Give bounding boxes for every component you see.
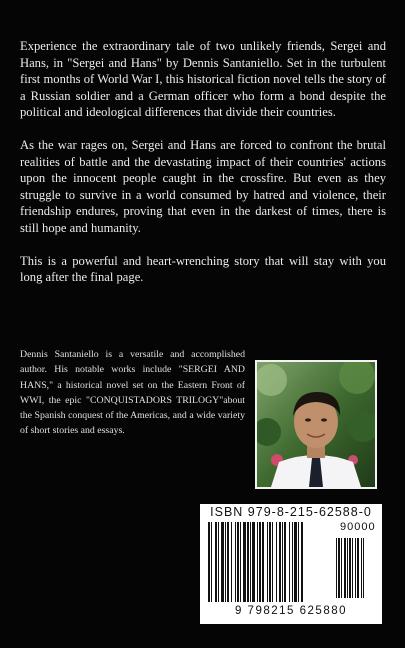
barcode-bar — [262, 522, 264, 602]
barcode-bar — [267, 522, 268, 602]
isbn-number: ISBN 979-8-215-62588-0 — [210, 505, 372, 519]
author-portrait-image — [257, 362, 375, 487]
addon-bar — [347, 538, 348, 598]
barcode-bar — [284, 522, 286, 602]
barcode-bar — [301, 522, 303, 602]
barcode-bar — [279, 522, 281, 602]
barcode-bar — [269, 522, 271, 602]
barcode-bar — [231, 522, 232, 602]
book-blurb — [20, 38, 386, 302]
barcode-bar — [289, 522, 290, 602]
price-code: 90000 — [340, 521, 376, 533]
ean-digits: 9 798215 625880 — [234, 605, 348, 617]
barcode-bar — [294, 522, 297, 602]
barcode-bar — [259, 522, 261, 602]
barcode-bar — [218, 522, 219, 602]
barcode-bar — [247, 522, 249, 602]
barcode-bar — [298, 522, 299, 602]
addon-bar — [338, 538, 340, 598]
barcode-bar — [237, 522, 239, 602]
addon-bar — [344, 538, 346, 598]
blurb-paragraph-3: This is a powerful and heart-wrenching story that will stay with you long after the final page. — [20, 253, 386, 285]
author-photo — [255, 360, 377, 489]
barcode-bar — [252, 522, 255, 602]
barcode-bar — [250, 522, 251, 602]
barcode-bar — [243, 522, 246, 602]
addon-bar — [341, 538, 342, 598]
blurb-paragraph-1: Experience the extraordinary tale of two unlikely friends, Sergei and Hans, in "Sergei and Hans" by Dennis Santaniello. Set in the turbulent first months of World War I, this historical fiction novel tells the story of a Russian soldier and a German officer who form a bond despite the political and ideological differences that divide their countries. — [20, 39, 386, 120]
addon-bar — [349, 538, 351, 598]
barcode-bar — [282, 522, 283, 602]
addon-bar — [357, 538, 359, 598]
barcode-bar — [272, 522, 273, 602]
barcode-bar — [227, 522, 229, 602]
barcode-bar — [240, 522, 241, 602]
barcode-bar — [211, 522, 212, 602]
addon-bar — [355, 538, 356, 598]
barcode-bar — [215, 522, 217, 602]
barcode-bar — [276, 522, 277, 602]
addon-bar — [363, 538, 364, 598]
addon-bar — [361, 538, 362, 598]
barcode-bar — [257, 522, 258, 602]
barcode-bar — [235, 522, 236, 602]
author-bio: Dennis Santaniello is a versatile and accomplished author. His notable works include "SERGEI AND HANS," a historical novel set on the Eastern Front of WWI, the epic "CONQUISTADORS TRILOGY"about the Spanish conquest of the Americas, and a wide variety of short stories and essays. — [20, 349, 245, 437]
barcode-bar — [292, 522, 293, 602]
barcode-bar — [221, 522, 224, 602]
barcode-bar — [225, 522, 226, 602]
addon-bar — [352, 538, 353, 598]
barcode-label — [200, 504, 382, 624]
addon-bar — [336, 538, 337, 598]
blurb-paragraph-2: As the war rages on, Sergei and Hans are forced to confront the brutal realities of battle and the devastating impact of their countries' actions upon the innocent people caught in the crossfire. But even as they struggle to survive in a world consumed by hatred and violence, their friendship endures, proving that even in the darkest of times, there is still hope and humanity. — [20, 137, 386, 235]
barcode-bars — [208, 522, 374, 606]
barcode-bar — [208, 522, 210, 602]
